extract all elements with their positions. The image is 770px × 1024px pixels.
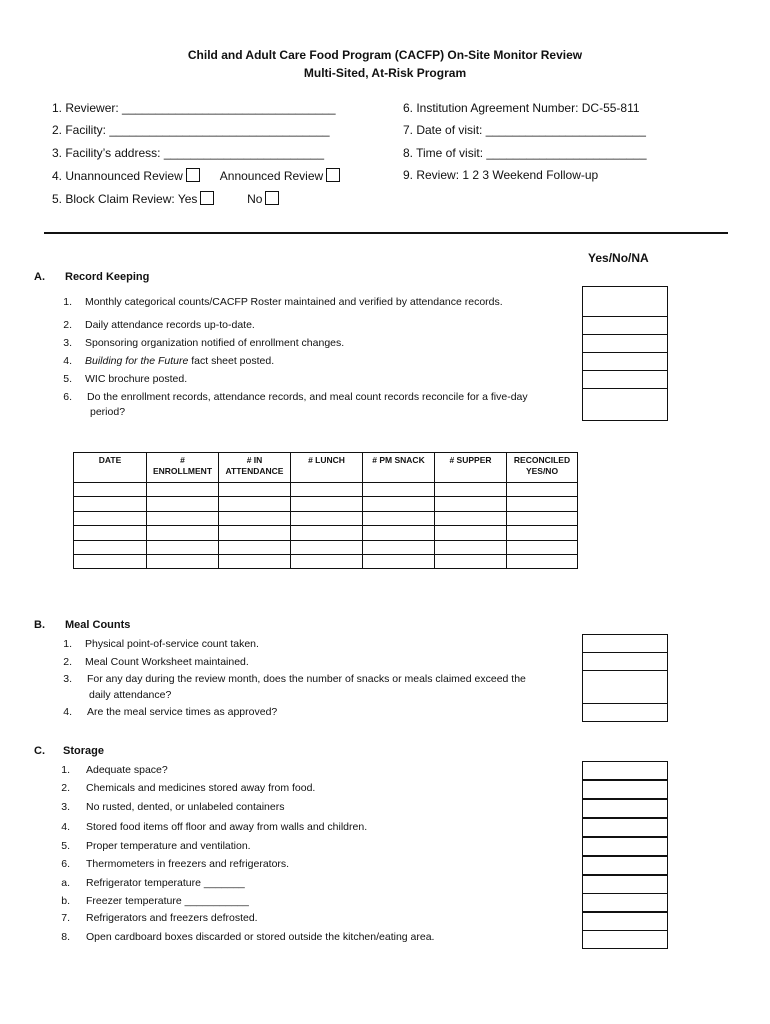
table-cell[interactable] xyxy=(147,497,219,511)
facility-field[interactable]: 2. Facility: _________________________________ xyxy=(52,123,330,137)
answer-box[interactable] xyxy=(582,334,668,353)
table-row xyxy=(74,540,578,554)
block-claim-field xyxy=(52,191,279,206)
item-text: Chemicals and medicines stored away from food. xyxy=(86,782,316,794)
answer-box[interactable] xyxy=(582,634,668,653)
item-number: 5. xyxy=(61,840,70,852)
table-cell[interactable] xyxy=(435,511,507,525)
table-cell[interactable] xyxy=(507,554,578,568)
block-claim-no-checkbox[interactable] xyxy=(265,191,279,205)
table-cell[interactable] xyxy=(291,483,363,497)
table-cell[interactable] xyxy=(435,540,507,554)
item-text-italic: Building for the Future xyxy=(85,355,189,367)
item-text: No rusted, dented, or unlabeled containers xyxy=(86,801,285,813)
block-claim-no-label: No xyxy=(247,192,263,206)
table-cell[interactable] xyxy=(219,483,291,497)
col-header-pm-snack: # PM SNACK xyxy=(363,453,435,483)
table-row xyxy=(74,511,578,525)
item-number: 6. xyxy=(61,858,70,870)
item-number: 4. xyxy=(63,355,72,367)
table-cell[interactable] xyxy=(147,540,219,554)
item-number: 2. xyxy=(63,656,72,668)
reviewer-field[interactable]: 1. Reviewer: ________________________________ xyxy=(52,101,336,115)
section-a-title: Record Keeping xyxy=(65,271,150,283)
table-cell[interactable] xyxy=(435,497,507,511)
item-text: Thermometers in freezers and refrigerators. xyxy=(86,858,290,870)
answer-box[interactable] xyxy=(582,703,668,722)
item-number: a. xyxy=(61,877,70,889)
item-number: 1. xyxy=(63,638,72,650)
table-cell[interactable] xyxy=(147,511,219,525)
table-cell[interactable] xyxy=(507,511,578,525)
col-header-date: DATE xyxy=(74,453,147,483)
item-text: Monthly categorical counts/CACFP Roster maintained and verified by attendance records. xyxy=(85,296,503,308)
table-cell[interactable] xyxy=(147,483,219,497)
unannounced-label: 4. Unannounced Review xyxy=(52,169,183,183)
table-cell[interactable] xyxy=(219,497,291,511)
item-number: 4. xyxy=(61,821,70,833)
form-title: Child and Adult Care Food Program (CACFP) On-Site Monitor Review xyxy=(187,48,583,62)
table-cell[interactable] xyxy=(435,554,507,568)
answer-box[interactable] xyxy=(582,352,668,371)
table-cell[interactable] xyxy=(435,526,507,540)
table-cell[interactable] xyxy=(507,483,578,497)
answer-box[interactable] xyxy=(582,652,668,671)
item-number: 3. xyxy=(61,801,70,813)
item-text: Open cardboard boxes discarded or stored outside the kitchen/eating area. xyxy=(86,931,435,943)
answer-box[interactable] xyxy=(582,912,668,931)
table-cell[interactable] xyxy=(147,526,219,540)
unannounced-checkbox[interactable] xyxy=(186,168,200,182)
table-cell[interactable] xyxy=(74,526,147,540)
section-a-letter: A. xyxy=(34,271,45,283)
answer-box[interactable] xyxy=(582,670,668,704)
table-cell[interactable] xyxy=(219,526,291,540)
table-row xyxy=(74,497,578,511)
answer-box[interactable] xyxy=(582,286,668,317)
item-text: Freezer temperature ___________ xyxy=(86,895,249,907)
col-header-reconciled: RECONCILED YES/NO xyxy=(507,453,578,483)
answer-box[interactable] xyxy=(582,388,668,421)
answer-box[interactable] xyxy=(582,780,668,799)
section-c-title: Storage xyxy=(63,745,104,757)
table-cell[interactable] xyxy=(74,511,147,525)
answer-box[interactable] xyxy=(582,316,668,336)
section-divider xyxy=(44,232,728,234)
col-header-lunch: # LUNCH xyxy=(291,453,363,483)
col-header-attendance: # IN ATTENDANCE xyxy=(219,453,291,483)
item-text: Sponsoring organization notified of enrollment changes. xyxy=(85,337,345,349)
reconciliation-table xyxy=(73,452,578,569)
answer-box[interactable] xyxy=(582,799,668,818)
item-number: b. xyxy=(61,895,70,907)
item-number: 3. xyxy=(63,337,72,349)
table-cell[interactable] xyxy=(363,511,435,525)
item-text: Meal Count Worksheet maintained. xyxy=(85,656,249,668)
table-cell[interactable] xyxy=(291,554,363,568)
table-cell[interactable] xyxy=(507,497,578,511)
item-number: 1. xyxy=(61,764,70,776)
item-number: 3. xyxy=(63,673,72,685)
agreement-number-field: 6. Institution Agreement Number: DC-55-811 xyxy=(403,101,640,115)
table-cell[interactable] xyxy=(363,483,435,497)
table-cell[interactable] xyxy=(291,511,363,525)
section-b-letter: B. xyxy=(34,619,45,631)
item-text: Refrigerators and freezers defrosted. xyxy=(86,912,258,924)
item-number: 7. xyxy=(61,912,70,924)
item-text: Daily attendance records up-to-date. xyxy=(85,319,255,331)
item-text xyxy=(85,355,274,367)
section-c-letter: C. xyxy=(34,745,45,757)
date-of-visit-field[interactable]: 7. Date of visit: ________________________ xyxy=(403,123,646,137)
review-type-field xyxy=(52,168,340,183)
item-text: Refrigerator temperature _______ xyxy=(86,877,245,889)
table-cell[interactable] xyxy=(219,511,291,525)
item-number: 5. xyxy=(63,373,72,385)
table-cell[interactable] xyxy=(363,540,435,554)
table-cell[interactable] xyxy=(147,554,219,568)
answer-box[interactable] xyxy=(582,761,668,780)
review-number-field[interactable]: 9. Review: 1 2 3 Weekend Follow-up xyxy=(403,168,599,182)
table-cell[interactable] xyxy=(74,540,147,554)
item-text: Do the enrollment records, attendance records, and meal count records reconcile for a five-day xyxy=(87,391,528,403)
table-cell[interactable] xyxy=(291,540,363,554)
item-text: Stored food items off floor and away from walls and children. xyxy=(86,821,368,833)
item-number: 8. xyxy=(61,931,70,943)
item-number: 1. xyxy=(63,296,72,308)
table-cell[interactable] xyxy=(74,497,147,511)
item-number: 2. xyxy=(63,319,72,331)
item-text: Adequate space? xyxy=(86,764,168,776)
item-text: Physical point-of-service count taken. xyxy=(85,638,259,650)
table-row xyxy=(74,554,578,568)
table-cell[interactable] xyxy=(507,526,578,540)
col-header-enrollment: # ENROLLMENT xyxy=(147,453,219,483)
block-claim-yes-checkbox[interactable] xyxy=(200,191,214,205)
item-text: Are the meal service times as approved? xyxy=(87,706,278,718)
table-row xyxy=(74,483,578,497)
table-cell[interactable] xyxy=(291,526,363,540)
answer-box[interactable] xyxy=(582,370,668,389)
answer-box[interactable] xyxy=(582,818,668,837)
table-cell[interactable] xyxy=(363,497,435,511)
form-subtitle: Multi-Sited, At-Risk Program xyxy=(303,66,467,80)
table-cell[interactable] xyxy=(219,554,291,568)
item-text: For any day during the review month, does the number of snacks or meals claimed exceed the xyxy=(87,673,526,685)
table-cell[interactable] xyxy=(74,483,147,497)
time-of-visit-field[interactable]: 8. Time of visit: ________________________ xyxy=(403,146,647,160)
answer-column-header: Yes/No/NA xyxy=(588,251,649,265)
answer-box[interactable] xyxy=(582,875,668,894)
item-text: Proper temperature and ventilation. xyxy=(86,840,251,852)
answer-box[interactable] xyxy=(582,837,668,856)
answer-box[interactable] xyxy=(582,856,668,875)
announced-label: Announced Review xyxy=(219,169,324,183)
item-text-rest: fact sheet posted. xyxy=(188,355,275,367)
block-claim-yes-label: 5. Block Claim Review: Yes xyxy=(52,192,198,206)
table-cell[interactable] xyxy=(363,554,435,568)
section-b-title: Meal Counts xyxy=(65,619,131,631)
table-cell[interactable] xyxy=(74,554,147,568)
table-cell[interactable] xyxy=(219,540,291,554)
col-header-supper: # SUPPER xyxy=(435,453,507,483)
answer-box[interactable] xyxy=(582,930,668,949)
item-text-continued: daily attendance? xyxy=(89,689,172,701)
table-cell[interactable] xyxy=(507,540,578,554)
item-number: 6. xyxy=(63,391,72,403)
answer-box[interactable] xyxy=(582,893,668,912)
item-number: 4. xyxy=(63,706,72,718)
item-text-continued: period? xyxy=(90,406,126,418)
table-cell[interactable] xyxy=(363,526,435,540)
item-number: 2. xyxy=(61,782,70,794)
facility-address-field[interactable]: 3. Facility’s address: ________________________ xyxy=(52,146,324,160)
item-text: WIC brochure posted. xyxy=(85,373,188,385)
table-row xyxy=(74,526,578,540)
announced-checkbox[interactable] xyxy=(326,168,340,182)
table-cell[interactable] xyxy=(435,483,507,497)
table-cell[interactable] xyxy=(291,497,363,511)
